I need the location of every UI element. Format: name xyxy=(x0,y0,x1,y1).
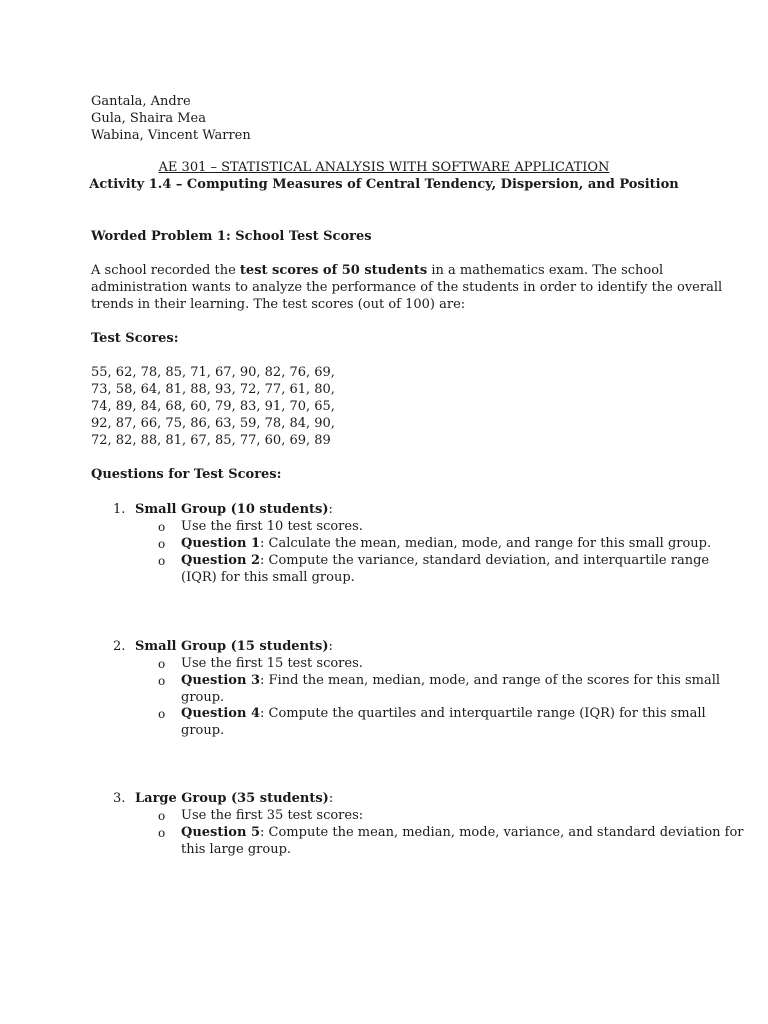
question-text: : Compute the mean, median, mode, variance, and standard deviation for xyxy=(260,825,744,840)
bullet-icon: o xyxy=(158,537,166,551)
bullet-text: Use the first 35 test scores: xyxy=(181,808,364,823)
bullet-icon: o xyxy=(158,554,166,568)
intro-text: trends in their learning. The test scores (out of 100) are: xyxy=(91,297,466,312)
score-line: 92, 87, 66, 75, 86, 63, 59, 78, 84, 90, xyxy=(91,416,335,431)
question-text: : Calculate the mean, median, mode, and range for this small group. xyxy=(260,536,712,551)
author-name: Wabina, Vincent Warren xyxy=(91,128,251,143)
group-title: Small Group (10 students) xyxy=(135,502,329,517)
question-text: : Compute the variance, standard deviation, and interquartile range xyxy=(260,553,710,568)
bullet-text: Use the first 15 test scores. xyxy=(181,656,363,671)
intro-text: A school recorded the xyxy=(91,263,240,278)
course-title: AE 301 – STATISTICAL ANALYSIS WITH SOFTWARE APPLICATION xyxy=(158,160,610,175)
group-title: Large Group (35 students) xyxy=(135,791,329,806)
bullet-icon: o xyxy=(158,674,166,688)
question-label: Question 2 xyxy=(181,553,261,568)
author-list xyxy=(91,94,251,145)
group-title-colon: : xyxy=(328,502,333,517)
group-title-colon: : xyxy=(328,791,334,806)
group-number: 1. xyxy=(113,502,126,517)
problem-heading: Worded Problem 1: School Test Scores xyxy=(91,229,372,244)
question-text-continued: (IQR) for this small group. xyxy=(181,570,355,585)
group-title: Small Group (15 students) xyxy=(135,639,329,654)
question-text-continued: this large group. xyxy=(181,842,292,857)
questions-heading: Questions for Test Scores: xyxy=(91,467,282,482)
question-text-continued: group. xyxy=(181,690,225,705)
score-list xyxy=(91,365,335,450)
question-text: : Compute the quartiles and interquartile range (IQR) for this small xyxy=(260,706,706,721)
bullet-icon: o xyxy=(158,520,166,534)
question-label: Question 4 xyxy=(181,706,261,721)
intro-text: administration wants to analyze the performance of the students in order to identify the overall xyxy=(91,280,723,295)
intro-text: in a mathematics exam. The school xyxy=(427,263,664,278)
bullet-icon: o xyxy=(158,809,166,823)
question-label: Question 1 xyxy=(181,536,261,551)
activity-title: Activity 1.4 – Computing Measures of Central Tendency, Dispersion, and Position xyxy=(89,177,679,192)
group-title-colon: : xyxy=(328,639,333,654)
author-name: Gantala, Andre xyxy=(91,94,191,109)
question-label: Question 5 xyxy=(181,825,261,840)
author-name: Gula, Shaira Mea xyxy=(91,111,206,126)
score-line: 55, 62, 78, 85, 71, 67, 90, 82, 76, 69, xyxy=(91,365,335,380)
question-text: : Find the mean, median, mode, and range of the scores for this small xyxy=(260,673,721,688)
question-text-continued: group. xyxy=(181,723,225,738)
bullet-text: Use the first 10 test scores. xyxy=(181,519,363,534)
question-label: Question 3 xyxy=(181,673,261,688)
intro-emphasis: test scores of 50 students xyxy=(239,263,428,278)
group-number: 3. xyxy=(113,791,126,806)
bullet-icon: o xyxy=(158,826,166,840)
group-number: 2. xyxy=(113,639,126,654)
bullet-icon: o xyxy=(158,657,166,671)
score-line: 74, 89, 84, 68, 60, 79, 83, 91, 70, 65, xyxy=(91,399,335,414)
score-line: 73, 58, 64, 81, 88, 93, 72, 77, 61, 80, xyxy=(91,382,335,397)
bullet-icon: o xyxy=(158,707,166,721)
intro-paragraph xyxy=(91,263,722,314)
test-scores-heading: Test Scores: xyxy=(91,331,179,346)
score-line: 72, 82, 88, 81, 67, 85, 77, 60, 69, 89 xyxy=(91,433,331,448)
